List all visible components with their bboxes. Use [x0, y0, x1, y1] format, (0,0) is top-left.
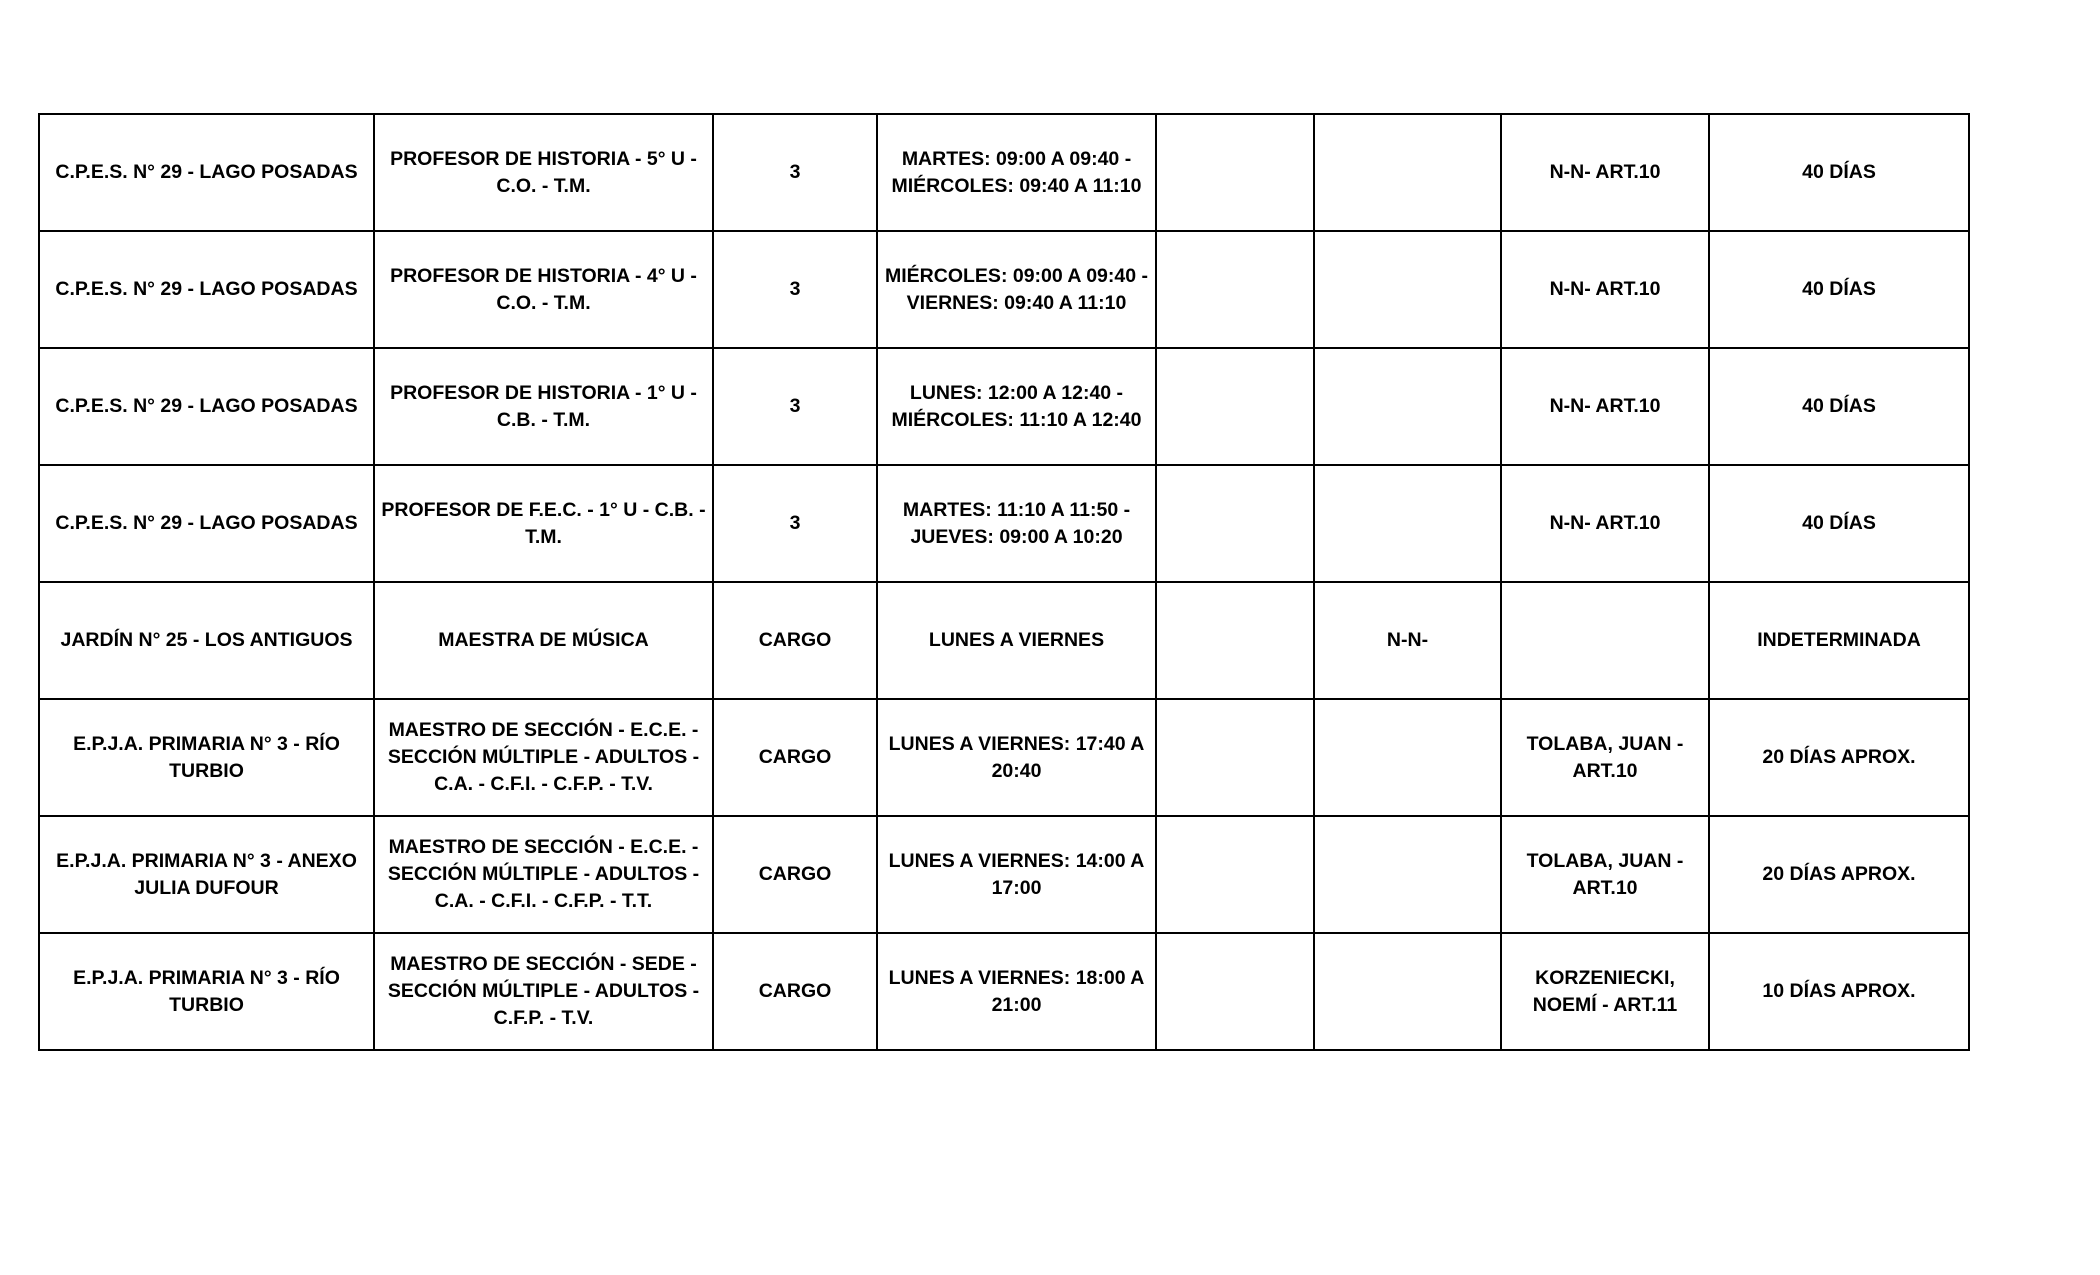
duration-cell: 40 DÍAS: [1709, 114, 1969, 231]
schedule-cell: LUNES A VIERNES: 17:40 A 20:40: [877, 699, 1156, 816]
position-cell: MAESTRO DE SECCIÓN - E.C.E. - SECCIÓN MÚLTIPLE - ADULTOS - C.A. - C.F.I. - C.F.P. - T.T.: [374, 816, 713, 933]
status-cell: [1314, 231, 1501, 348]
hours-cell: CARGO: [713, 816, 877, 933]
position-cell: PROFESOR DE HISTORIA - 4° U - C.O. - T.M.: [374, 231, 713, 348]
empty-cell: [1156, 465, 1314, 582]
replaces-cell: N-N- ART.10: [1501, 114, 1709, 231]
duration-cell: 40 DÍAS: [1709, 348, 1969, 465]
status-cell: [1314, 816, 1501, 933]
duration-cell: INDETERMINADA: [1709, 582, 1969, 699]
position-cell: PROFESOR DE HISTORIA - 5° U - C.O. - T.M.: [374, 114, 713, 231]
table-body: [39, 114, 1969, 1050]
empty-cell: [1156, 816, 1314, 933]
duration-cell: 20 DÍAS APROX.: [1709, 816, 1969, 933]
schedule-cell: LUNES: 12:00 A 12:40 - MIÉRCOLES: 11:10 A 12:40: [877, 348, 1156, 465]
empty-cell: [1156, 114, 1314, 231]
school-cell: C.P.E.S. N° 29 - LAGO POSADAS: [39, 465, 374, 582]
table-row: [39, 114, 1969, 231]
schedule-cell: LUNES A VIERNES: [877, 582, 1156, 699]
hours-cell: 3: [713, 348, 877, 465]
table-row: [39, 933, 1969, 1050]
duration-cell: 20 DÍAS APROX.: [1709, 699, 1969, 816]
school-cell: E.P.J.A. PRIMARIA N° 3 - RÍO TURBIO: [39, 699, 374, 816]
school-cell: C.P.E.S. N° 29 - LAGO POSADAS: [39, 114, 374, 231]
duration-cell: 40 DÍAS: [1709, 231, 1969, 348]
duration-cell: 10 DÍAS APROX.: [1709, 933, 1969, 1050]
school-cell: C.P.E.S. N° 29 - LAGO POSADAS: [39, 231, 374, 348]
replaces-cell: N-N- ART.10: [1501, 348, 1709, 465]
position-cell: MAESTRA DE MÚSICA: [374, 582, 713, 699]
replaces-cell: TOLABA, JUAN - ART.10: [1501, 816, 1709, 933]
empty-cell: [1156, 699, 1314, 816]
table-row: [39, 816, 1969, 933]
schedule-cell: MIÉRCOLES: 09:00 A 09:40 - VIERNES: 09:40 A 11:10: [877, 231, 1156, 348]
empty-cell: [1156, 933, 1314, 1050]
replaces-cell: N-N- ART.10: [1501, 231, 1709, 348]
vacancies-table: [38, 113, 1970, 1051]
empty-cell: [1156, 231, 1314, 348]
schedule-cell: LUNES A VIERNES: 18:00 A 21:00: [877, 933, 1156, 1050]
schedule-cell: MARTES: 11:10 A 11:50 - JUEVES: 09:00 A 10:20: [877, 465, 1156, 582]
table-row: [39, 348, 1969, 465]
table-row: [39, 699, 1969, 816]
hours-cell: 3: [713, 465, 877, 582]
status-cell: [1314, 114, 1501, 231]
hours-cell: CARGO: [713, 582, 877, 699]
table-row: [39, 465, 1969, 582]
hours-cell: 3: [713, 114, 877, 231]
duration-cell: 40 DÍAS: [1709, 465, 1969, 582]
status-cell: N-N-: [1314, 582, 1501, 699]
table-row: [39, 231, 1969, 348]
hours-cell: 3: [713, 231, 877, 348]
status-cell: [1314, 465, 1501, 582]
status-cell: [1314, 699, 1501, 816]
position-cell: PROFESOR DE HISTORIA - 1° U - C.B. - T.M.: [374, 348, 713, 465]
schedule-cell: MARTES: 09:00 A 09:40 - MIÉRCOLES: 09:40 A 11:10: [877, 114, 1156, 231]
status-cell: [1314, 348, 1501, 465]
position-cell: MAESTRO DE SECCIÓN - E.C.E. - SECCIÓN MÚLTIPLE - ADULTOS - C.A. - C.F.I. - C.F.P. - T.V.: [374, 699, 713, 816]
replaces-cell: N-N- ART.10: [1501, 465, 1709, 582]
position-cell: MAESTRO DE SECCIÓN - SEDE - SECCIÓN MÚLTIPLE - ADULTOS - C.F.P. - T.V.: [374, 933, 713, 1050]
school-cell: E.P.J.A. PRIMARIA N° 3 - RÍO TURBIO: [39, 933, 374, 1050]
status-cell: [1314, 933, 1501, 1050]
table-row: [39, 582, 1969, 699]
replaces-cell: KORZENIECKI, NOEMÍ - ART.11: [1501, 933, 1709, 1050]
school-cell: C.P.E.S. N° 29 - LAGO POSADAS: [39, 348, 374, 465]
school-cell: JARDÍN N° 25 - LOS ANTIGUOS: [39, 582, 374, 699]
school-cell: E.P.J.A. PRIMARIA N° 3 - ANEXO JULIA DUFOUR: [39, 816, 374, 933]
empty-cell: [1156, 348, 1314, 465]
empty-cell: [1156, 582, 1314, 699]
replaces-cell: [1501, 582, 1709, 699]
schedule-cell: LUNES A VIERNES: 14:00 A 17:00: [877, 816, 1156, 933]
hours-cell: CARGO: [713, 699, 877, 816]
replaces-cell: TOLABA, JUAN - ART.10: [1501, 699, 1709, 816]
hours-cell: CARGO: [713, 933, 877, 1050]
position-cell: PROFESOR DE F.E.C. - 1° U - C.B. - T.M.: [374, 465, 713, 582]
